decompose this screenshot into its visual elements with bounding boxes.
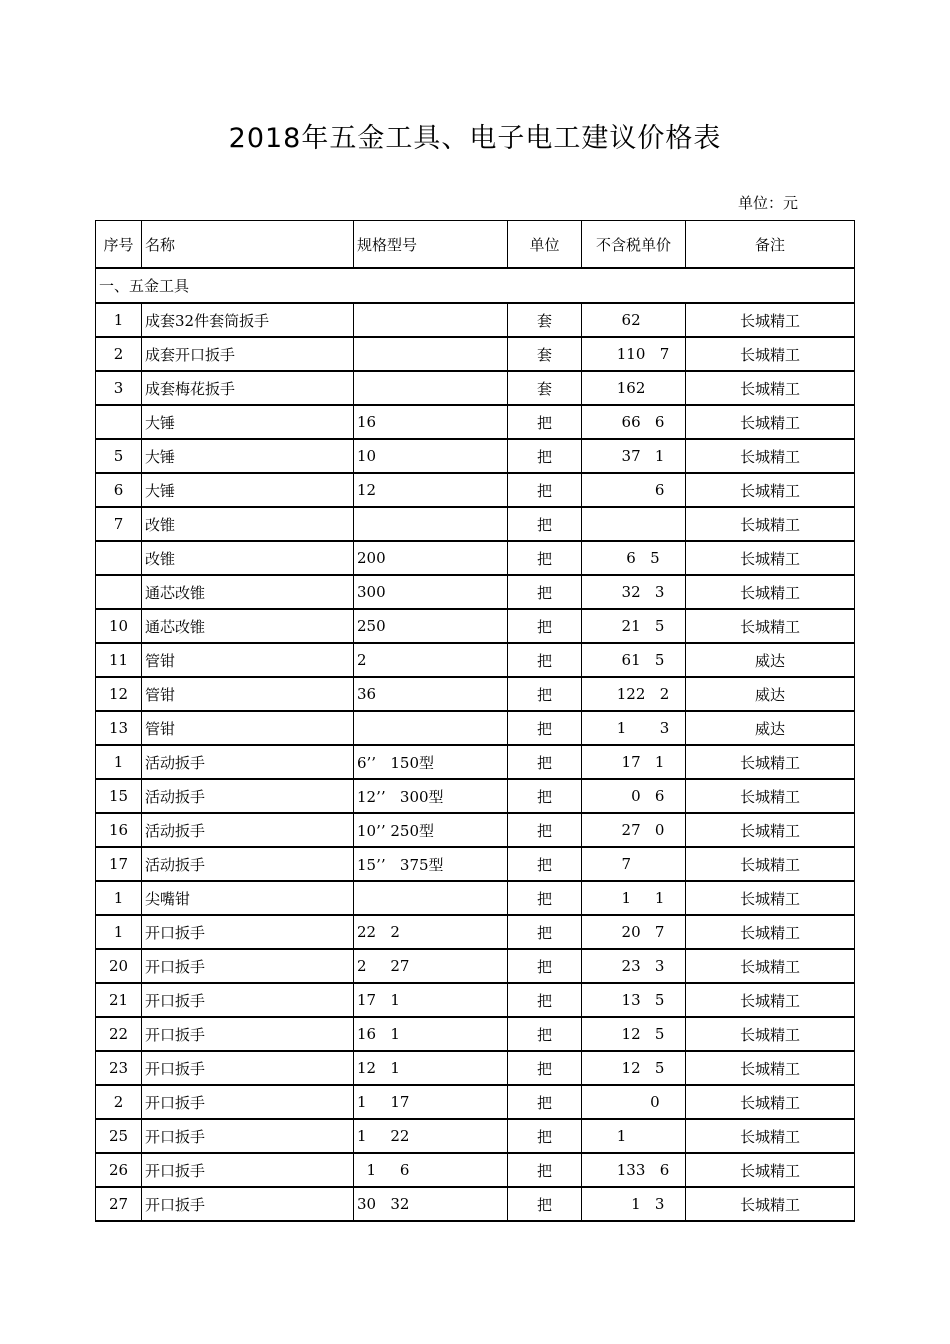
cell-no: 6 — [96, 473, 142, 507]
table-row — [96, 983, 855, 1017]
cell-note: 长城精工 — [686, 881, 855, 915]
cell-name: 改锥 — [142, 541, 354, 575]
cell-price: 62 — [582, 303, 686, 337]
section-label: 一、五金工具 — [96, 268, 855, 303]
cell-price: 61 5 — [582, 643, 686, 677]
cell-unit: 把 — [508, 1051, 582, 1085]
cell-no: 10 — [96, 609, 142, 643]
cell-spec: 200 — [354, 541, 508, 575]
cell-note: 长城精工 — [686, 575, 855, 609]
cell-no: 26 — [96, 1153, 142, 1187]
cell-price: 17 1 — [582, 745, 686, 779]
cell-note: 威达 — [686, 711, 855, 745]
cell-spec: 30 32 — [354, 1187, 508, 1221]
cell-unit: 把 — [508, 711, 582, 745]
table-row — [96, 1051, 855, 1085]
cell-price: 6 5 — [582, 541, 686, 575]
cell-unit: 把 — [508, 1017, 582, 1051]
section-row — [96, 268, 855, 303]
table-row — [96, 745, 855, 779]
cell-no: 15 — [96, 779, 142, 813]
cell-unit: 把 — [508, 541, 582, 575]
cell-no: 22 — [96, 1017, 142, 1051]
cell-unit: 把 — [508, 915, 582, 949]
table-row — [96, 541, 855, 575]
cell-unit: 把 — [508, 677, 582, 711]
cell-price: 13 5 — [582, 983, 686, 1017]
cell-note: 长城精工 — [686, 949, 855, 983]
cell-unit: 把 — [508, 473, 582, 507]
cell-price: 110 7 — [582, 337, 686, 371]
cell-name: 通芯改锥 — [142, 575, 354, 609]
cell-unit: 把 — [508, 405, 582, 439]
cell-price: 0 — [582, 1085, 686, 1119]
cell-name: 管钳 — [142, 711, 354, 745]
cell-spec: 17 1 — [354, 983, 508, 1017]
cell-name: 开口扳手 — [142, 915, 354, 949]
cell-note: 威达 — [686, 677, 855, 711]
cell-price: 20 7 — [582, 915, 686, 949]
table-row — [96, 337, 855, 371]
cell-spec — [354, 337, 508, 371]
cell-unit: 套 — [508, 371, 582, 405]
cell-note: 长城精工 — [686, 541, 855, 575]
table-row — [96, 881, 855, 915]
cell-price: 6 — [582, 473, 686, 507]
cell-price: 1 — [582, 1119, 686, 1153]
cell-name: 活动扳手 — [142, 847, 354, 881]
cell-name: 改锥 — [142, 507, 354, 541]
header-no: 序号 — [96, 221, 142, 269]
cell-no: 23 — [96, 1051, 142, 1085]
cell-spec: 1 17 — [354, 1085, 508, 1119]
cell-price: 162 — [582, 371, 686, 405]
table-row — [96, 711, 855, 745]
cell-no: 7 — [96, 507, 142, 541]
header-note: 备注 — [686, 221, 855, 269]
header-name: 名称 — [142, 221, 354, 269]
table-row — [96, 371, 855, 405]
cell-name: 活动扳手 — [142, 745, 354, 779]
cell-no: 17 — [96, 847, 142, 881]
cell-note: 长城精工 — [686, 1017, 855, 1051]
cell-no: 5 — [96, 439, 142, 473]
cell-name: 开口扳手 — [142, 949, 354, 983]
cell-price: 37 1 — [582, 439, 686, 473]
cell-spec — [354, 507, 508, 541]
cell-price: 1 3 — [582, 711, 686, 745]
cell-spec: 15’’ 375型 — [354, 847, 508, 881]
table-row — [96, 1017, 855, 1051]
cell-name: 开口扳手 — [142, 1051, 354, 1085]
cell-price: 12 5 — [582, 1051, 686, 1085]
cell-price — [582, 507, 686, 541]
cell-spec — [354, 881, 508, 915]
cell-name: 开口扳手 — [142, 1187, 354, 1221]
cell-no: 27 — [96, 1187, 142, 1221]
cell-price: 66 6 — [582, 405, 686, 439]
table-row — [96, 779, 855, 813]
cell-price: 133 6 — [582, 1153, 686, 1187]
cell-spec: 12’’ 300型 — [354, 779, 508, 813]
cell-name: 通芯改锥 — [142, 609, 354, 643]
cell-spec: 22 2 — [354, 915, 508, 949]
header-unit: 单位 — [508, 221, 582, 269]
cell-note: 长城精工 — [686, 405, 855, 439]
page-title: 2018年五金工具、电子电工建议价格表 — [228, 123, 722, 154]
cell-note: 长城精工 — [686, 507, 855, 541]
cell-unit: 套 — [508, 337, 582, 371]
cell-no: 1 — [96, 745, 142, 779]
cell-unit: 把 — [508, 983, 582, 1017]
table-row — [96, 643, 855, 677]
cell-unit: 把 — [508, 779, 582, 813]
cell-spec — [354, 303, 508, 337]
cell-no — [96, 575, 142, 609]
cell-note: 长城精工 — [686, 1085, 855, 1119]
table-row — [96, 303, 855, 337]
cell-price: 0 6 — [582, 779, 686, 813]
cell-no: 16 — [96, 813, 142, 847]
cell-unit: 把 — [508, 949, 582, 983]
cell-unit: 把 — [508, 1153, 582, 1187]
cell-unit: 把 — [508, 847, 582, 881]
cell-spec: 10 — [354, 439, 508, 473]
cell-price: 23 3 — [582, 949, 686, 983]
table-row — [96, 439, 855, 473]
cell-spec — [354, 711, 508, 745]
table-row — [96, 1085, 855, 1119]
table-row — [96, 677, 855, 711]
cell-name: 开口扳手 — [142, 983, 354, 1017]
cell-spec: 36 — [354, 677, 508, 711]
cell-spec: 10’’ 250型 — [354, 813, 508, 847]
cell-no — [96, 405, 142, 439]
cell-name: 开口扳手 — [142, 1085, 354, 1119]
cell-unit: 把 — [508, 609, 582, 643]
cell-spec: 300 — [354, 575, 508, 609]
cell-note: 长城精工 — [686, 779, 855, 813]
cell-unit: 把 — [508, 1119, 582, 1153]
cell-no: 3 — [96, 371, 142, 405]
cell-name: 成套32件套筒扳手 — [142, 303, 354, 337]
table-row — [96, 847, 855, 881]
cell-unit: 把 — [508, 1085, 582, 1119]
cell-no: 11 — [96, 643, 142, 677]
cell-price: 27 0 — [582, 813, 686, 847]
table-row — [96, 949, 855, 983]
table-row — [96, 915, 855, 949]
cell-no: 1 — [96, 915, 142, 949]
cell-no: 2 — [96, 1085, 142, 1119]
cell-name: 大锤 — [142, 405, 354, 439]
table-row — [96, 609, 855, 643]
cell-name: 开口扳手 — [142, 1017, 354, 1051]
cell-note: 长城精工 — [686, 337, 855, 371]
cell-note: 威达 — [686, 643, 855, 677]
cell-note: 长城精工 — [686, 1051, 855, 1085]
cell-note: 长城精工 — [686, 439, 855, 473]
cell-note: 长城精工 — [686, 745, 855, 779]
cell-note: 长城精工 — [686, 371, 855, 405]
cell-price: 1 3 — [582, 1187, 686, 1221]
cell-note: 长城精工 — [686, 473, 855, 507]
cell-name: 管钳 — [142, 677, 354, 711]
cell-no: 20 — [96, 949, 142, 983]
cell-spec: 16 — [354, 405, 508, 439]
cell-name: 管钳 — [142, 643, 354, 677]
cell-name: 开口扳手 — [142, 1119, 354, 1153]
cell-unit: 把 — [508, 813, 582, 847]
cell-note: 长城精工 — [686, 847, 855, 881]
cell-unit: 把 — [508, 643, 582, 677]
cell-unit: 把 — [508, 575, 582, 609]
cell-price: 7 — [582, 847, 686, 881]
cell-no: 1 — [96, 881, 142, 915]
cell-note: 长城精工 — [686, 609, 855, 643]
header-spec: 规格型号 — [354, 221, 508, 269]
cell-price: 21 5 — [582, 609, 686, 643]
cell-spec: 2 27 — [354, 949, 508, 983]
cell-price: 122 2 — [582, 677, 686, 711]
cell-spec: 1 6 — [354, 1153, 508, 1187]
table-header-row — [96, 221, 855, 269]
cell-name: 活动扳手 — [142, 813, 354, 847]
table-row — [96, 813, 855, 847]
header-price: 不含税单价 — [582, 221, 686, 269]
unit-label: 单位：元 — [738, 194, 799, 212]
cell-no — [96, 541, 142, 575]
cell-spec: 12 1 — [354, 1051, 508, 1085]
cell-name: 成套梅花扳手 — [142, 371, 354, 405]
cell-price: 12 5 — [582, 1017, 686, 1051]
cell-price: 32 3 — [582, 575, 686, 609]
cell-note: 长城精工 — [686, 303, 855, 337]
cell-unit: 把 — [508, 439, 582, 473]
cell-unit: 把 — [508, 745, 582, 779]
table-row — [96, 575, 855, 609]
cell-note: 长城精工 — [686, 1119, 855, 1153]
cell-name: 活动扳手 — [142, 779, 354, 813]
table-row — [96, 405, 855, 439]
cell-spec — [354, 371, 508, 405]
cell-no: 2 — [96, 337, 142, 371]
cell-unit: 把 — [508, 507, 582, 541]
table-row — [96, 473, 855, 507]
cell-spec: 1 22 — [354, 1119, 508, 1153]
table-row — [96, 507, 855, 541]
cell-note: 长城精工 — [686, 983, 855, 1017]
cell-note: 长城精工 — [686, 1153, 855, 1187]
table-row — [96, 1119, 855, 1153]
cell-name: 大锤 — [142, 473, 354, 507]
cell-note: 长城精工 — [686, 915, 855, 949]
cell-spec: 12 — [354, 473, 508, 507]
cell-spec: 16 1 — [354, 1017, 508, 1051]
cell-no: 25 — [96, 1119, 142, 1153]
cell-name: 成套开口扳手 — [142, 337, 354, 371]
cell-note: 长城精工 — [686, 1187, 855, 1221]
cell-no: 13 — [96, 711, 142, 745]
cell-no: 1 — [96, 303, 142, 337]
cell-spec: 6’’ 150型 — [354, 745, 508, 779]
cell-unit: 套 — [508, 303, 582, 337]
cell-spec: 250 — [354, 609, 508, 643]
cell-note: 长城精工 — [686, 813, 855, 847]
cell-name: 尖嘴钳 — [142, 881, 354, 915]
cell-price: 1 1 — [582, 881, 686, 915]
cell-unit: 把 — [508, 881, 582, 915]
cell-name: 大锤 — [142, 439, 354, 473]
table-row — [96, 1153, 855, 1187]
cell-spec: 2 — [354, 643, 508, 677]
table-row — [96, 1187, 855, 1221]
price-table-body — [96, 221, 855, 1222]
cell-unit: 把 — [508, 1187, 582, 1221]
price-table — [95, 220, 855, 1222]
cell-no: 21 — [96, 983, 142, 1017]
cell-name: 开口扳手 — [142, 1153, 354, 1187]
cell-no: 12 — [96, 677, 142, 711]
